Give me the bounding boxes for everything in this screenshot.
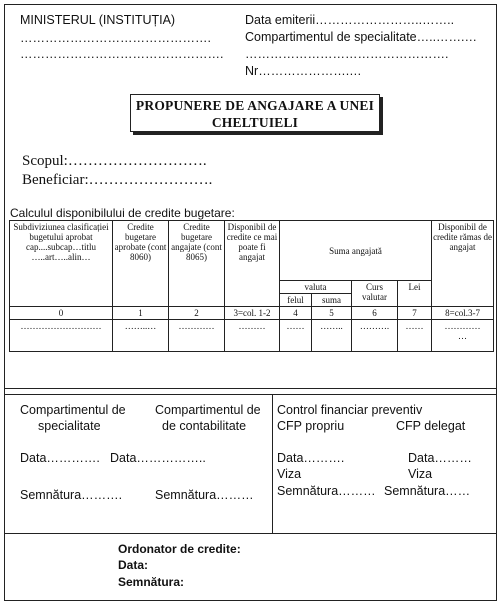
number-field[interactable]: Nr………………….…: [245, 64, 362, 78]
scope-field[interactable]: Scopul:……………………….: [22, 153, 207, 169]
entry-cell-1[interactable]: ……..…: [113, 320, 169, 352]
header-subdivision: Subdiviziunea clasificației bugetului aprobat cap....subcap…titlu …..art…..alin…: [10, 221, 113, 307]
entry-cell-8[interactable]: ………… …: [432, 320, 494, 352]
entry-cell-7[interactable]: ……: [398, 320, 432, 352]
credits-table: [9, 220, 494, 352]
col-number-7: 7: [398, 307, 432, 320]
own-cfp-date-field[interactable]: Data……….: [277, 451, 345, 465]
divider-calc-bottom: [4, 388, 497, 389]
col-number-2: 2: [169, 307, 225, 320]
own-cfp-label: CFP propriu: [277, 419, 345, 433]
col-number-0: 0: [10, 307, 113, 320]
beneficiary-field[interactable]: Beneficiar:…………………….: [22, 172, 213, 188]
entry-cell-6[interactable]: ……….: [352, 320, 398, 352]
delegated-cfp-visa-field[interactable]: Viza: [408, 467, 433, 481]
dept-accounting-label-2: de contabilitate: [162, 419, 247, 433]
entry-cell-0[interactable]: ………………………: [10, 320, 113, 352]
divider-signatures-middle: [272, 394, 273, 533]
header-available: Disponibil de credite ce mai poate fi angajat: [225, 221, 280, 307]
own-cfp-signature-field[interactable]: Semnătura………: [277, 484, 376, 498]
col-number-1: 1: [113, 307, 169, 320]
header-type: felul: [280, 294, 312, 307]
institution-label: MINISTERUL (INSTITUȚIA): [20, 13, 176, 27]
specialty-signature-field[interactable]: Semnătura……….: [20, 488, 123, 502]
header-currency: valuta: [280, 281, 352, 294]
col-number-6: 6: [352, 307, 398, 320]
delegated-cfp-date-field[interactable]: Data………: [408, 451, 472, 465]
divider-signatures-bottom: [4, 533, 497, 534]
entry-cell-5[interactable]: ……..: [312, 320, 352, 352]
specialty-date-field[interactable]: Data………….: [20, 451, 100, 465]
dept-specialty-label-1: Compartimentul de: [20, 403, 126, 417]
title-line-1: PROPUNERE DE ANGAJARE A UNEI: [135, 98, 375, 113]
institution-dots-1[interactable]: ……………………………………….: [20, 31, 211, 45]
header-committed: Credite bugetare angajate (cont 8065): [169, 221, 225, 307]
header-exchange-rate: Curs valutar: [352, 281, 398, 307]
header-lei: Lei: [398, 281, 432, 307]
dept-specialty-label-2: specialitate: [38, 419, 101, 433]
col-number-3: 3=col. 1-2: [225, 307, 280, 320]
entry-cell-4[interactable]: ……: [280, 320, 312, 352]
accounting-date-field[interactable]: Data……………..: [110, 451, 206, 465]
col-number-5: 5: [312, 307, 352, 320]
title-line-2: CHELTUIELI: [211, 115, 299, 130]
col-number-4: 4: [280, 307, 312, 320]
divider-signatures-top: [4, 394, 497, 395]
institution-dots-2[interactable]: ………………………………………….: [20, 47, 224, 61]
entry-cell-2[interactable]: …………: [169, 320, 225, 352]
delegated-cfp-label: CFP delegat: [396, 419, 466, 433]
delegated-cfp-signature-field[interactable]: Semnătura……: [384, 484, 471, 498]
preventive-control-label: Control financiar preventiv: [277, 403, 423, 417]
authorizer-date-field[interactable]: Data:: [118, 558, 149, 572]
department-dots[interactable]: ………………………………………….: [245, 47, 449, 61]
dept-accounting-label-1: Compartimentul de: [155, 403, 261, 417]
calculation-title: Calculul disponibilului de credite bugetare:: [10, 206, 235, 220]
col-number-8: 8=col.3-7: [432, 307, 494, 320]
accounting-signature-field[interactable]: Semnătura………: [155, 488, 254, 502]
header-committed-amount: Suma angajată: [280, 221, 432, 281]
entry-cell-3[interactable]: ………: [225, 320, 280, 352]
department-field[interactable]: Compartimentul de specialitate…..…….…: [245, 30, 478, 44]
document-title: [130, 94, 380, 132]
own-cfp-visa-field[interactable]: Viza: [277, 467, 302, 481]
header-approved: Credite bugetare aprobate (cont 8060): [113, 221, 169, 307]
authorizer-signature-field[interactable]: Semnătura:: [118, 575, 185, 589]
header-remaining: Disponibil de credite rămas de angajat: [432, 221, 494, 307]
authorizer-title: Ordonator de credite:: [118, 542, 241, 556]
header-amount: suma: [312, 294, 352, 307]
issue-date-field[interactable]: Data emiterii……………………..……..: [245, 13, 455, 27]
